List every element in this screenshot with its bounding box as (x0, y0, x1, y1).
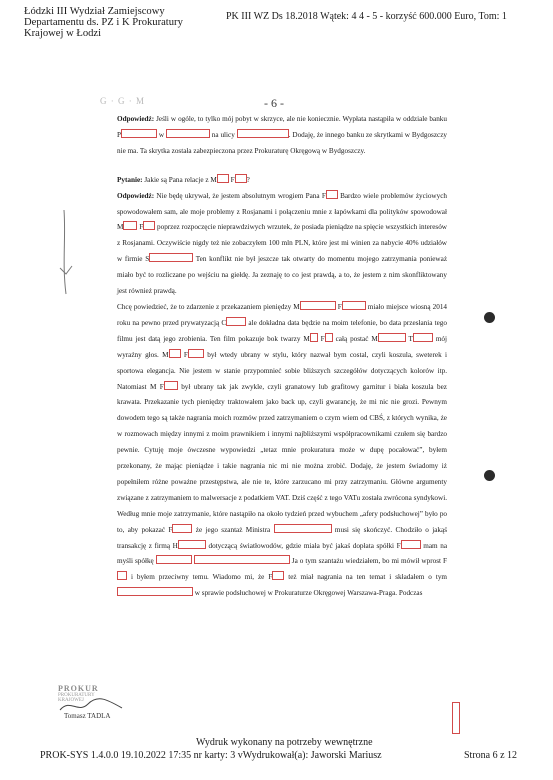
text-span: Nie będę ukrywał, że jestem absolutnym wrogiem Pana F (154, 191, 326, 200)
text-span: jestem z nim skonfliktowany jest również prawdą. (117, 271, 447, 296)
redaction-box (149, 253, 193, 262)
text-span: był wtedy ubrany (203, 350, 261, 359)
text-span: w (157, 130, 166, 139)
redaction-box-margin (452, 702, 460, 734)
text-span: S (145, 255, 150, 264)
punch-hole-mark (484, 312, 495, 323)
text-span: w oddziale banku P (117, 115, 447, 139)
text-span: mój wyraźny głos. M (117, 334, 448, 359)
text-span: wiosną 2014 roku na pewno przed prywatyzacją C (117, 302, 448, 327)
faint-stamp-mark: G · G · M (100, 96, 145, 106)
text-span: ponieważ miało być to rozliczane po wejściu na giełdę. Ja zeznaję to co jest prawdą, a to, że (117, 255, 448, 280)
redaction-box (342, 301, 366, 310)
text-span: związane z zatrzymaniem to malwersacje z podatkiem VAT. Dziś część z tego VATu została (117, 493, 382, 502)
redaction-box (274, 524, 332, 533)
redaction-box (237, 129, 289, 138)
text-span: Ten konflikt nie był jeszcze tak otwarty do momentu mojego zatrzymania (193, 255, 417, 264)
header-line-3: Krajowej w Łodzi (24, 28, 102, 39)
paragraph-answer-2 (117, 189, 447, 300)
text-span: Chcę powiedzieć, że to zdarzenie z przekazaniem pieniędzy M (117, 302, 300, 311)
redaction-box (178, 540, 206, 549)
text-span: Jakie są Pana relacje z M (142, 175, 217, 184)
redaction-box (117, 587, 193, 596)
text-span: F (159, 382, 164, 391)
text-span: i byłem (127, 573, 155, 582)
redaction-box (123, 221, 137, 230)
text-span: wrzutek, że posiada pieniądze na spięcie wszystkich interesów z Rosjanami. Oczywiście nigdy (117, 223, 447, 248)
redaction-box (143, 221, 155, 230)
redaction-box (272, 571, 284, 580)
text-span: w stylu, który nazwał bym costal, czyli koszula, sweterek i sportowa elegancja. Nie jestem (117, 350, 448, 375)
answer-label: Odpowiedź: (117, 115, 155, 123)
text-span: był ubrany tak jak zwykle, czyli granatowy lub grafitowy garnitur i biała koszula bez (177, 382, 447, 391)
redaction-box (164, 381, 178, 390)
redaction-box (169, 349, 181, 358)
text-span: Jeśli w ogóle, to tylko mój pobyt w skrzyce, ale nie koniecznie. Wypłata nastąpiła (154, 115, 394, 123)
text-span: banku ze skrytkami w Bydgoszczy nie ma. Ta skrytka została zabezpieczona przez Prokuraturę (117, 130, 447, 155)
text-span: na ulicy (209, 130, 237, 139)
redaction-box (401, 540, 421, 549)
text-span: mam na myśli spółkę (117, 541, 448, 566)
text-span: Ja o tym szantażu wiedziałem, bo mi mówił wprost F (289, 557, 447, 566)
text-span: musi się skończyć. Chodziło o jakąś transakcję z firmą H (117, 525, 447, 550)
punch-hole-mark (484, 470, 495, 481)
text-span: i takie nagrania nic mi nie można zrobić. Dodaję, że jestem świadomy iż popełniłem różne (117, 462, 447, 486)
redaction-box (172, 524, 192, 533)
text-span: z łapówkami dla polityków spowodował M (117, 207, 447, 232)
text-span: telefonie, bo data przesłania tego filmu jest datą jego zrobienia. Ten film pokazuje bok twarzy (117, 318, 447, 343)
footer-print-note: Wydruk wykonany na potrzeby wewnętrzne (196, 737, 373, 748)
margin-pencil-mark (54, 208, 76, 298)
text-span: miało miejsce (365, 302, 409, 311)
header-case-reference: PK III WZ Ds 18.2018 Wątek: 4 4 - 5 - korzyść 600.000 Euro, Tom: 1 (226, 11, 507, 22)
text-span: też miał nagrania na ten temat i składałem o tym (284, 573, 448, 582)
redaction-box (217, 174, 229, 183)
redaction-box (166, 129, 210, 138)
redaction-box (156, 555, 192, 564)
redaction-box (226, 317, 246, 326)
text-span: krawata. Przekazanie tych pieniędzy traktowałem jako back up, czyli gwarancję, że mi nic nie (117, 398, 400, 407)
text-span: F (228, 175, 235, 184)
text-span: F (137, 223, 144, 232)
text-span: grozi. Pewnym dowodem tego są także nagrania moich rozmów przed zatrzymaniem o czym (117, 398, 447, 423)
text-span: wybuchem „afery podsłuchowej” było po to, aby pokazać F (117, 509, 448, 534)
redaction-box (378, 333, 406, 342)
redaction-box (121, 129, 157, 138)
page-number-mark: - 6 - (264, 96, 284, 110)
text-span: wiem od CBŚ, z których wynika, że w rozmowach między innymi z moim prawnikiem i innymi (117, 414, 447, 439)
stamp-text-main: PROKUR (58, 684, 99, 693)
text-span: całą postać M (332, 334, 378, 343)
header-line-1: Łódzki III Wydział Zamiejscowy (24, 6, 165, 17)
text-span: światłowodów, gdzie miała być jakaś dopłata spółki F (239, 541, 401, 550)
header-line-2: Departamentu ds. PZ i K Prokuratury (24, 17, 183, 28)
redaction-box (300, 301, 336, 310)
signature-name: Tomasz TADLA (64, 712, 111, 720)
redaction-box (310, 333, 318, 342)
redaction-box (413, 333, 433, 342)
text-span: w stanie przypomnieć sobie bliższych szczegółów dotyczących kolorów itp. Natomiast M (117, 366, 448, 391)
header-institution (24, 6, 183, 39)
text-span: problemów życiowych spowodowałem sam, ale moje problemy z Rosjanami i połączeniu mnie (117, 191, 448, 216)
text-span: w sprawie podsłuchowej w Prokuraturze Okręgowej Warszawa-Praga. Podczas (193, 589, 423, 598)
text-span: F (180, 350, 188, 359)
redaction-box (194, 555, 290, 564)
text-span: zwrócona syndykowi. Według mnie moje zatrzymanie, które nastąpiło na około tydzień przed (117, 493, 447, 518)
text-span: M (303, 334, 310, 343)
text-span: najbliższymi współpracownikami czułem się bardzo pewnie. Cytuję moje ówczesne wypowiedzi (117, 430, 447, 455)
text-span: „tetaz mnie prokuratura może w dupę pocałować”, byłem przekonany, że mając pieniądze (117, 446, 448, 471)
footer-page-count: Strona 6 z 12 (464, 750, 518, 761)
answer-label: Odpowiedź: (117, 191, 155, 200)
redaction-box (235, 174, 247, 183)
text-span: poważne przestępstwa, ale nie te, które zarzucano mi przy zatrzymaniu. Główne argumenty (171, 477, 447, 486)
text-span: też nie zobaczyłem 100 mln PLN, które jest mi winien za nabycie 40% udziałów w firmie (117, 239, 447, 264)
redaction-box (188, 349, 204, 358)
footer-system-info: PROK-SYS 1.4.0.0 19.10.2022 17:35 nr karty: 3 vWydrukował(a): Jaworski Mariusz (40, 750, 382, 761)
text-span: że jego szantaż Ministra (192, 525, 271, 534)
text-span: przeciwny temu. Wiadomo mi, że F (158, 573, 273, 582)
text-span: F (335, 302, 342, 311)
paragraph-answer-1 (117, 112, 447, 160)
text-span: Okręgową w Bydgoszczy. (290, 146, 366, 155)
text-span: ? (246, 175, 250, 184)
question-label: Pytanie: (117, 175, 143, 184)
stamp-text-small: PROKURATURY KRAJOWEJ (58, 693, 95, 703)
paragraph-statement (117, 300, 447, 602)
text-span: Bardzo wiele (337, 191, 379, 200)
text-span: F (317, 334, 325, 343)
text-span: . Dodaję, że innego (288, 130, 345, 139)
text-span: ale dokładna data będzie na moim (246, 318, 349, 327)
paragraph-question (117, 173, 447, 189)
text-span: poprzez rozpoczęcie nieprawdziwych (155, 223, 266, 232)
testimony-text (117, 112, 447, 602)
redaction-box (325, 333, 333, 342)
text-span: dotyczącą (205, 541, 238, 550)
redaction-box (117, 571, 127, 580)
redaction-box (326, 190, 338, 199)
text-span: T (405, 334, 413, 343)
paragraph-gap (117, 160, 447, 173)
